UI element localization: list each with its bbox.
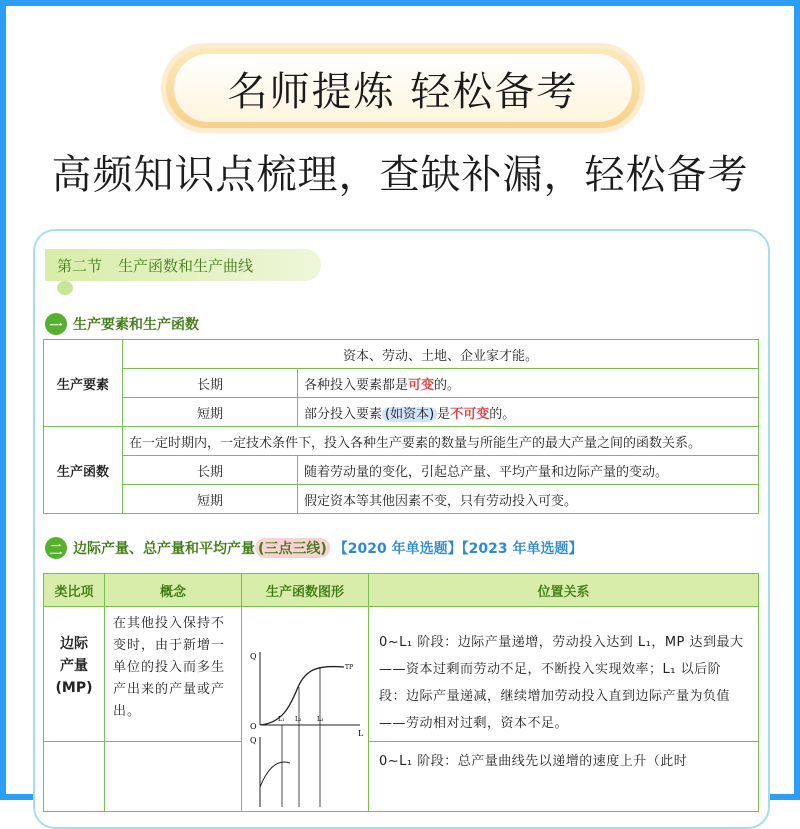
concept-mp: 在其他投入保持不变时，由于新增一单位的投入而多生产出来的产量或产出。 xyxy=(105,607,242,742)
l-label: L xyxy=(358,729,364,738)
tp-label: TP xyxy=(345,664,354,671)
heading-highlight: (三点三线) xyxy=(255,538,330,558)
relation-tp: 0~L₁ 阶段：总产量曲线先以递增的速度上升（此时 xyxy=(369,742,759,812)
function-short-label: 短期 xyxy=(123,485,298,514)
subtitle: 高频知识点梳理，查缺补漏，轻松备考 xyxy=(51,152,749,198)
heading-text: 边际产量、总产量和平均产量 xyxy=(73,541,255,557)
mp-curve xyxy=(260,762,290,787)
book-page xyxy=(33,229,770,829)
function-long-text: 随着劳动量的变化，引起总产量、平均产量和边际产量的变动。 xyxy=(298,456,759,485)
section-number: 第二节 xyxy=(57,256,103,275)
section-name: 生产函数和生产曲线 xyxy=(118,256,254,275)
tab-decoration xyxy=(57,281,73,295)
row-label-function: 生产函数 xyxy=(44,427,123,514)
header-item: 类比项 xyxy=(44,574,105,607)
heading-bullet: 一 xyxy=(45,313,67,335)
o-label: O xyxy=(250,722,257,731)
heading-text: 生产要素和生产函数 xyxy=(73,317,199,333)
factors-long-label: 长期 xyxy=(123,369,298,398)
factors-table xyxy=(43,339,759,514)
l3-label: L₃ xyxy=(317,716,324,723)
factors-desc: 资本、劳动、土地、企业家才能。 xyxy=(123,340,759,369)
heading-bullet: 二 xyxy=(45,537,67,559)
row-label-factors: 生产要素 xyxy=(44,340,123,427)
row-name-mp: 边际 产量 (MP) xyxy=(44,607,105,742)
function-short-text: 假定资本等其他因素不变，只有劳动投入可变。 xyxy=(298,485,759,514)
l1-label: L₁ xyxy=(278,716,285,723)
function-long-label: 长期 xyxy=(123,456,298,485)
heading-production-factors xyxy=(45,313,199,335)
relation-mp: 0~L₁ 阶段：边际产量递增，劳动投入达到 L₁，MP 达到最大——资本过剩而劳动不足，不断投入实现效率；L₁ 以后阶段：边际产量递减，继续增加劳动投入直到边际产量为负值——劳动相对过剩，资本不足。 xyxy=(369,607,759,742)
row-name-tp xyxy=(44,742,105,812)
tp-curve xyxy=(260,667,344,725)
exam-tags: 【2020 年单选题】【2023 年单选题】 xyxy=(333,541,583,557)
comparison-table xyxy=(43,573,759,812)
header-concept: 概念 xyxy=(105,574,242,607)
q-label-2: Q xyxy=(250,736,257,745)
graph-cell xyxy=(242,607,369,812)
header-relation: 位置关系 xyxy=(369,574,759,607)
factors-long-text: 各种投入要素都是可变的。 xyxy=(298,369,759,398)
header-graph: 生产函数图形 xyxy=(242,574,369,607)
concept-tp xyxy=(105,742,242,812)
headline-text: 名师提炼 轻松备考 xyxy=(174,54,632,122)
factors-short-label: 短期 xyxy=(123,398,298,427)
l2-label: L₂ xyxy=(295,716,302,723)
function-desc: 在一定时期内，一定技术条件下，投入各种生产要素的数量与所能生产的最大产量之间的函数关系。 xyxy=(123,427,759,456)
factors-short-text: 部分投入要素 (如资本) 是不可变的。 xyxy=(298,398,759,427)
section-title xyxy=(45,249,321,281)
headline-badge xyxy=(166,48,640,128)
q-label: Q xyxy=(250,652,257,661)
production-curve-graph xyxy=(242,607,368,807)
heading-marginal-product xyxy=(45,537,582,559)
